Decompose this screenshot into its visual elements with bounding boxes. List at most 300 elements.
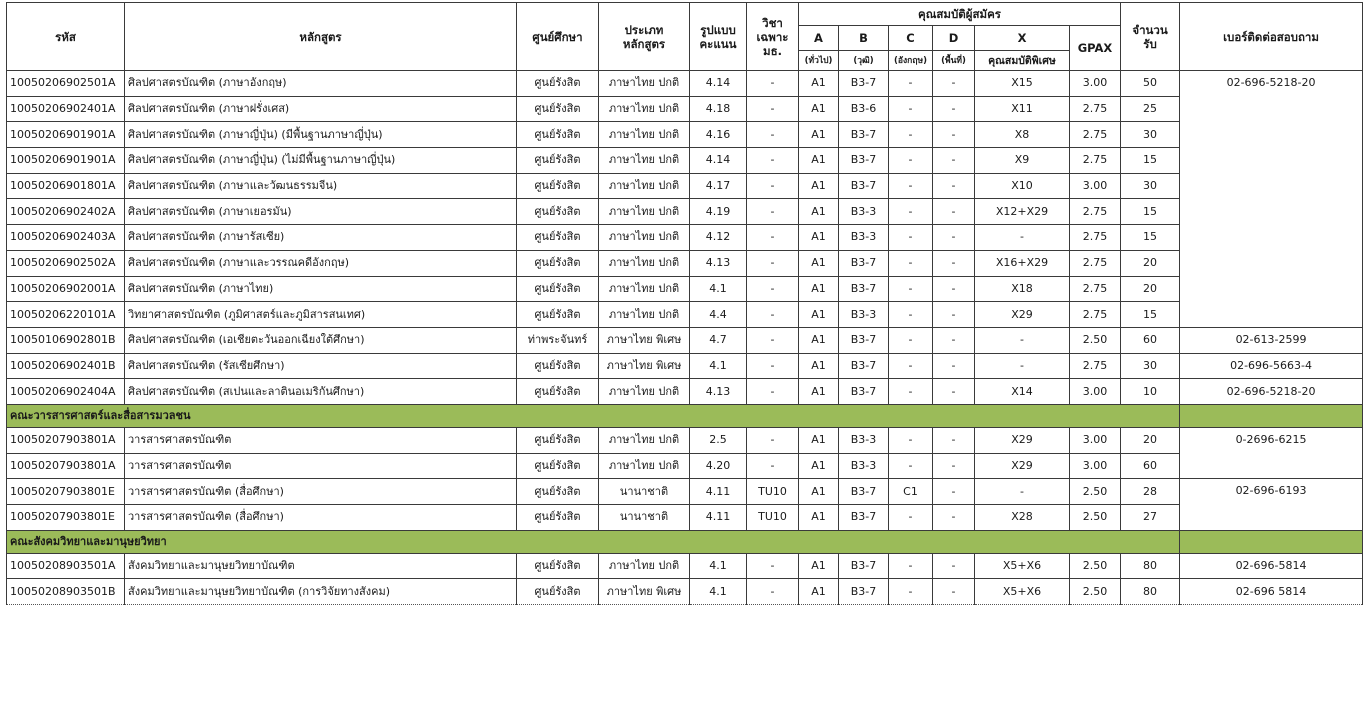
row-gpax: 2.75 <box>1070 122 1121 148</box>
row-seats: 20 <box>1121 427 1180 453</box>
header-sub-a: (ทั่วไป) <box>799 51 839 71</box>
row-score: 4.1 <box>690 579 747 605</box>
row-campus: ศูนย์รังสิต <box>517 553 599 579</box>
row-program: ศิลปศาสตรบัณฑิต (สเปนและลาตินอเมริกันศึกษา) <box>125 379 517 405</box>
row-type: ภาษาไทย พิเศษ <box>599 579 690 605</box>
row-qual-c: - <box>889 453 933 479</box>
row-program: ศิลปศาสตรบัณฑิต (ภาษาไทย) <box>125 276 517 302</box>
row-type: ภาษาไทย ปกติ <box>599 199 690 225</box>
header-gpax: GPAX <box>1070 26 1121 71</box>
section-blank-cell <box>1180 404 1363 427</box>
row-score: 4.20 <box>690 453 747 479</box>
row-program: สังคมวิทยาและมานุษยวิทยาบัณฑิต (การวิจัยทางสังคม) <box>125 579 517 605</box>
row-qual-b: B3-7 <box>839 276 889 302</box>
row-qual-c: - <box>889 225 933 251</box>
row-score: 4.14 <box>690 71 747 97</box>
row-qual-a: A1 <box>799 353 839 379</box>
header-sub-c: (อังกฤษ) <box>889 51 933 71</box>
row-gpax: 3.00 <box>1070 71 1121 97</box>
row-qual-d: - <box>933 353 975 379</box>
row-code: 10050206902501A <box>7 71 125 97</box>
row-type: ภาษาไทย ปกติ <box>599 225 690 251</box>
row-qual-b: B3-7 <box>839 122 889 148</box>
row-special: - <box>747 199 799 225</box>
table-row <box>7 427 1363 453</box>
header-sub-b: (วุฒิ) <box>839 51 889 71</box>
row-qual-x: X29 <box>975 427 1070 453</box>
row-gpax: 3.00 <box>1070 453 1121 479</box>
row-contact: 02-696-5814 <box>1180 553 1363 579</box>
row-qual-a: A1 <box>799 379 839 405</box>
table-row <box>7 148 1363 174</box>
row-special: - <box>747 148 799 174</box>
row-gpax: 2.50 <box>1070 327 1121 353</box>
row-gpax: 2.75 <box>1070 199 1121 225</box>
row-program: ศิลปศาสตรบัณฑิต (ภาษารัสเซีย) <box>125 225 517 251</box>
row-type: ภาษาไทย ปกติ <box>599 379 690 405</box>
row-qual-x: - <box>975 353 1070 379</box>
row-special: - <box>747 250 799 276</box>
row-qual-a: A1 <box>799 199 839 225</box>
row-special: - <box>747 327 799 353</box>
row-code: 10050207903801A <box>7 453 125 479</box>
row-special: - <box>747 427 799 453</box>
row-type: ภาษาไทย ปกติ <box>599 148 690 174</box>
row-qual-c: - <box>889 553 933 579</box>
row-program: ศิลปศาสตรบัณฑิต (ภาษาเยอรมัน) <box>125 199 517 225</box>
row-qual-c: - <box>889 96 933 122</box>
row-special: - <box>747 276 799 302</box>
row-seats: 28 <box>1121 479 1180 505</box>
row-score: 4.7 <box>690 327 747 353</box>
row-seats: 30 <box>1121 353 1180 379</box>
row-special: - <box>747 379 799 405</box>
row-qual-c: - <box>889 199 933 225</box>
header-program-type: ประเภท หลักสูตร <box>599 3 690 71</box>
header-seats: จำนวน รับ <box>1121 3 1180 71</box>
row-type: ภาษาไทย ปกติ <box>599 71 690 97</box>
row-qual-b: B3-7 <box>839 579 889 605</box>
row-qual-b: B3-7 <box>839 71 889 97</box>
row-qual-d: - <box>933 122 975 148</box>
header-qualifications: คุณสมบัติผู้สมัคร <box>799 3 1121 26</box>
row-qual-d: - <box>933 302 975 328</box>
group-contact: 0-2696-6215 <box>1180 427 1363 478</box>
row-qual-b: B3-7 <box>839 250 889 276</box>
row-contact: 02-696 5814 <box>1180 579 1363 605</box>
row-qual-b: B3-3 <box>839 302 889 328</box>
row-qual-b: B3-7 <box>839 353 889 379</box>
row-gpax: 2.75 <box>1070 250 1121 276</box>
row-campus: ศูนย์รังสิต <box>517 148 599 174</box>
row-campus: ศูนย์รังสิต <box>517 122 599 148</box>
header-contact: เบอร์ติดต่อสอบถาม <box>1180 3 1363 71</box>
row-type: ภาษาไทย พิเศษ <box>599 327 690 353</box>
row-gpax: 2.75 <box>1070 353 1121 379</box>
row-code: 10050206901801A <box>7 173 125 199</box>
row-score: 4.1 <box>690 553 747 579</box>
row-qual-d: - <box>933 327 975 353</box>
row-code: 10050207903801E <box>7 479 125 505</box>
row-campus: ศูนย์รังสิต <box>517 302 599 328</box>
header-campus: ศูนย์ศึกษา <box>517 3 599 71</box>
row-qual-b: B3-7 <box>839 148 889 174</box>
row-qual-x: X29 <box>975 453 1070 479</box>
row-special: - <box>747 96 799 122</box>
row-gpax: 2.75 <box>1070 225 1121 251</box>
table-row <box>7 250 1363 276</box>
row-type: นานาชาติ <box>599 479 690 505</box>
row-program: ศิลปศาสตรบัณฑิต (ภาษาและวัฒนธรรมจีน) <box>125 173 517 199</box>
row-qual-d: - <box>933 71 975 97</box>
row-qual-b: B3-7 <box>839 505 889 531</box>
table-row <box>7 505 1363 531</box>
row-special: - <box>747 302 799 328</box>
table-row <box>7 173 1363 199</box>
row-qual-x: X29 <box>975 302 1070 328</box>
row-gpax: 3.00 <box>1070 173 1121 199</box>
row-qual-d: - <box>933 276 975 302</box>
header-sub-x: คุณสมบัติพิเศษ <box>975 51 1070 71</box>
row-score: 4.11 <box>690 505 747 531</box>
row-type: นานาชาติ <box>599 505 690 531</box>
row-qual-d: - <box>933 96 975 122</box>
table-row <box>7 553 1363 579</box>
row-seats: 50 <box>1121 71 1180 97</box>
row-seats: 30 <box>1121 173 1180 199</box>
row-score: 4.13 <box>690 379 747 405</box>
row-qual-d: - <box>933 553 975 579</box>
row-qual-a: A1 <box>799 276 839 302</box>
row-seats: 27 <box>1121 505 1180 531</box>
row-qual-c: - <box>889 276 933 302</box>
row-contact: 02-696-5218-20 <box>1180 379 1363 405</box>
row-qual-x: - <box>975 225 1070 251</box>
row-type: ภาษาไทย ปกติ <box>599 302 690 328</box>
row-qual-x: X18 <box>975 276 1070 302</box>
row-code: 10050206901901A <box>7 122 125 148</box>
row-code: 10050106902801B <box>7 327 125 353</box>
row-qual-a: A1 <box>799 479 839 505</box>
row-seats: 20 <box>1121 276 1180 302</box>
row-campus: ศูนย์รังสิต <box>517 379 599 405</box>
row-score: 4.19 <box>690 199 747 225</box>
row-type: ภาษาไทย ปกติ <box>599 122 690 148</box>
row-qual-b: B3-3 <box>839 225 889 251</box>
row-qual-a: A1 <box>799 250 839 276</box>
row-score: 4.16 <box>690 122 747 148</box>
table-row <box>7 122 1363 148</box>
row-qual-b: B3-7 <box>839 327 889 353</box>
row-qual-d: - <box>933 225 975 251</box>
row-qual-c: - <box>889 302 933 328</box>
row-program: วารสารศาสตรบัณฑิต (สื่อศึกษา) <box>125 479 517 505</box>
row-code: 10050208903501A <box>7 553 125 579</box>
row-seats: 60 <box>1121 327 1180 353</box>
table-row <box>7 276 1363 302</box>
header-col-a: A <box>799 26 839 51</box>
row-special: - <box>747 553 799 579</box>
row-program: ศิลปศาสตรบัณฑิต (ภาษาและวรรณคดีอังกฤษ) <box>125 250 517 276</box>
row-qual-b: B3-7 <box>839 379 889 405</box>
faculty-section-title: คณะวารสารศาสตร์และสื่อสารมวลชน <box>7 404 1180 427</box>
row-qual-x: - <box>975 327 1070 353</box>
row-gpax: 2.75 <box>1070 148 1121 174</box>
row-campus: ศูนย์รังสิต <box>517 453 599 479</box>
row-seats: 15 <box>1121 148 1180 174</box>
table-row <box>7 327 1363 353</box>
header-col-b: B <box>839 26 889 51</box>
row-gpax: 3.00 <box>1070 379 1121 405</box>
row-code: 10050206220101A <box>7 302 125 328</box>
row-code: 10050206902401A <box>7 96 125 122</box>
row-program: สังคมวิทยาและมานุษยวิทยาบัณฑิต <box>125 553 517 579</box>
row-qual-x: X28 <box>975 505 1070 531</box>
header-col-x: X <box>975 26 1070 51</box>
row-qual-c: - <box>889 353 933 379</box>
row-qual-b: B3-7 <box>839 553 889 579</box>
table-row <box>7 71 1363 97</box>
row-code: 10050206902401B <box>7 353 125 379</box>
row-qual-c: - <box>889 250 933 276</box>
row-qual-b: B3-7 <box>839 173 889 199</box>
row-program: ศิลปศาสตรบัณฑิต (เอเชียตะวันออกเฉียงใต้ศึกษา) <box>125 327 517 353</box>
table-body <box>7 71 1363 605</box>
row-seats: 15 <box>1121 225 1180 251</box>
row-qual-a: A1 <box>799 453 839 479</box>
table-row <box>7 302 1363 328</box>
row-qual-d: - <box>933 148 975 174</box>
header-col-c: C <box>889 26 933 51</box>
row-gpax: 2.50 <box>1070 505 1121 531</box>
row-special: - <box>747 225 799 251</box>
row-code: 10050207903801E <box>7 505 125 531</box>
row-qual-a: A1 <box>799 327 839 353</box>
row-qual-d: - <box>933 427 975 453</box>
row-qual-a: A1 <box>799 505 839 531</box>
row-type: ภาษาไทย ปกติ <box>599 553 690 579</box>
row-code: 10050208903501B <box>7 579 125 605</box>
group-contact: 02-696-5218-20 <box>1180 71 1363 328</box>
row-type: ภาษาไทย พิเศษ <box>599 353 690 379</box>
row-qual-c: - <box>889 122 933 148</box>
row-code: 10050206902001A <box>7 276 125 302</box>
row-score: 4.1 <box>690 276 747 302</box>
row-type: ภาษาไทย ปกติ <box>599 250 690 276</box>
row-seats: 60 <box>1121 453 1180 479</box>
row-qual-d: - <box>933 579 975 605</box>
row-campus: ศูนย์รังสิต <box>517 199 599 225</box>
faculty-section-row <box>7 530 1363 553</box>
row-qual-x: X11 <box>975 96 1070 122</box>
row-type: ภาษาไทย ปกติ <box>599 453 690 479</box>
row-special: - <box>747 579 799 605</box>
row-qual-x: - <box>975 479 1070 505</box>
row-program: วารสารศาสตรบัณฑิต <box>125 427 517 453</box>
table-row <box>7 579 1363 605</box>
row-qual-a: A1 <box>799 148 839 174</box>
row-type: ภาษาไทย ปกติ <box>599 173 690 199</box>
table-row <box>7 479 1363 505</box>
row-campus: ศูนย์รังสิต <box>517 225 599 251</box>
header-score-format: รูปแบบ คะแนน <box>690 3 747 71</box>
row-qual-d: - <box>933 250 975 276</box>
row-seats: 10 <box>1121 379 1180 405</box>
row-type: ภาษาไทย ปกติ <box>599 427 690 453</box>
row-contact: 02-696-5663-4 <box>1180 353 1363 379</box>
row-qual-x: X15 <box>975 71 1070 97</box>
row-program: วิทยาศาสตรบัณฑิต (ภูมิศาสตร์และภูมิสารสนเทศ) <box>125 302 517 328</box>
header-program: หลักสูตร <box>125 3 517 71</box>
row-campus: ศูนย์รังสิต <box>517 427 599 453</box>
table-row <box>7 225 1363 251</box>
row-qual-a: A1 <box>799 173 839 199</box>
row-qual-a: A1 <box>799 96 839 122</box>
row-seats: 80 <box>1121 579 1180 605</box>
row-gpax: 2.50 <box>1070 579 1121 605</box>
row-qual-a: A1 <box>799 553 839 579</box>
row-special: - <box>747 122 799 148</box>
row-code: 10050206902402A <box>7 199 125 225</box>
group-contact: 02-696-6193 <box>1180 479 1363 530</box>
row-campus: ศูนย์รังสิต <box>517 505 599 531</box>
row-score: 4.17 <box>690 173 747 199</box>
row-qual-b: B3-3 <box>839 427 889 453</box>
table-row <box>7 96 1363 122</box>
row-qual-x: X9 <box>975 148 1070 174</box>
row-score: 4.4 <box>690 302 747 328</box>
row-score: 4.12 <box>690 225 747 251</box>
row-type: ภาษาไทย ปกติ <box>599 96 690 122</box>
row-qual-x: X10 <box>975 173 1070 199</box>
row-qual-x: X5+X6 <box>975 579 1070 605</box>
row-qual-a: A1 <box>799 579 839 605</box>
row-gpax: 2.50 <box>1070 553 1121 579</box>
row-qual-a: A1 <box>799 302 839 328</box>
row-qual-c: - <box>889 579 933 605</box>
row-qual-a: A1 <box>799 71 839 97</box>
row-campus: ศูนย์รังสิต <box>517 276 599 302</box>
row-special: TU10 <box>747 479 799 505</box>
section-blank-cell <box>1180 530 1363 553</box>
row-special: TU10 <box>747 505 799 531</box>
faculty-section-title: คณะสังคมวิทยาและมานุษยวิทยา <box>7 530 1180 553</box>
row-program: ศิลปศาสตรบัณฑิต (รัสเซียศึกษา) <box>125 353 517 379</box>
row-campus: ศูนย์รังสิต <box>517 71 599 97</box>
row-program: ศิลปศาสตรบัณฑิต (ภาษาญี่ปุ่น) (มีพื้นฐานภาษาญี่ปุ่น) <box>125 122 517 148</box>
row-score: 4.13 <box>690 250 747 276</box>
row-seats: 15 <box>1121 199 1180 225</box>
row-qual-c: - <box>889 427 933 453</box>
row-qual-b: B3-3 <box>839 199 889 225</box>
row-qual-d: - <box>933 453 975 479</box>
row-seats: 30 <box>1121 122 1180 148</box>
row-gpax: 2.75 <box>1070 96 1121 122</box>
row-qual-d: - <box>933 479 975 505</box>
row-qual-d: - <box>933 173 975 199</box>
row-seats: 15 <box>1121 302 1180 328</box>
row-qual-c: C1 <box>889 479 933 505</box>
row-contact: 02-613-2599 <box>1180 327 1363 353</box>
row-qual-b: B3-7 <box>839 479 889 505</box>
row-qual-x: X16+X29 <box>975 250 1070 276</box>
row-campus: ศูนย์รังสิต <box>517 173 599 199</box>
row-program: วารสารศาสตรบัณฑิต (สื่อศึกษา) <box>125 505 517 531</box>
row-qual-c: - <box>889 327 933 353</box>
row-qual-c: - <box>889 148 933 174</box>
table-row <box>7 453 1363 479</box>
row-campus: ศูนย์รังสิต <box>517 579 599 605</box>
row-type: ภาษาไทย ปกติ <box>599 276 690 302</box>
row-seats: 80 <box>1121 553 1180 579</box>
admission-table <box>6 2 1363 605</box>
header-col-d: D <box>933 26 975 51</box>
row-seats: 20 <box>1121 250 1180 276</box>
row-qual-b: B3-6 <box>839 96 889 122</box>
row-qual-d: - <box>933 505 975 531</box>
row-special: - <box>747 71 799 97</box>
row-qual-a: A1 <box>799 225 839 251</box>
row-qual-d: - <box>933 199 975 225</box>
row-score: 4.14 <box>690 148 747 174</box>
row-program: ศิลปศาสตรบัณฑิต (ภาษาฝรั่งเศส) <box>125 96 517 122</box>
row-score: 4.11 <box>690 479 747 505</box>
row-qual-c: - <box>889 71 933 97</box>
row-campus: ศูนย์รังสิต <box>517 479 599 505</box>
row-campus: ศูนย์รังสิต <box>517 96 599 122</box>
row-program: วารสารศาสตรบัณฑิต <box>125 453 517 479</box>
row-score: 4.1 <box>690 353 747 379</box>
row-qual-c: - <box>889 505 933 531</box>
header-special-subject: วิชา เฉพาะ มธ. <box>747 3 799 71</box>
row-campus: ท่าพระจันทร์ <box>517 327 599 353</box>
row-campus: ศูนย์รังสิต <box>517 250 599 276</box>
row-campus: ศูนย์รังสิต <box>517 353 599 379</box>
table-header <box>7 3 1363 71</box>
row-gpax: 3.00 <box>1070 427 1121 453</box>
row-special: - <box>747 173 799 199</box>
row-qual-c: - <box>889 379 933 405</box>
row-program: ศิลปศาสตรบัณฑิต (ภาษาญี่ปุ่น) (ไม่มีพื้นฐานภาษาญี่ปุ่น) <box>125 148 517 174</box>
row-qual-x: X14 <box>975 379 1070 405</box>
row-gpax: 2.75 <box>1070 276 1121 302</box>
row-code: 10050207903801A <box>7 427 125 453</box>
row-program: ศิลปศาสตรบัณฑิต (ภาษาอังกฤษ) <box>125 71 517 97</box>
row-code: 10050206902404A <box>7 379 125 405</box>
row-code: 10050206901901A <box>7 148 125 174</box>
row-qual-x: X8 <box>975 122 1070 148</box>
row-qual-b: B3-3 <box>839 453 889 479</box>
row-seats: 25 <box>1121 96 1180 122</box>
row-qual-a: A1 <box>799 427 839 453</box>
table-row <box>7 353 1363 379</box>
row-special: - <box>747 353 799 379</box>
row-code: 10050206902403A <box>7 225 125 251</box>
row-qual-c: - <box>889 173 933 199</box>
row-score: 4.18 <box>690 96 747 122</box>
faculty-section-row <box>7 404 1363 427</box>
row-code: 10050206902502A <box>7 250 125 276</box>
row-qual-x: X12+X29 <box>975 199 1070 225</box>
row-qual-d: - <box>933 379 975 405</box>
header-code: รหัส <box>7 3 125 71</box>
table-row <box>7 199 1363 225</box>
row-qual-x: X5+X6 <box>975 553 1070 579</box>
row-gpax: 2.75 <box>1070 302 1121 328</box>
table-row <box>7 379 1363 405</box>
row-qual-a: A1 <box>799 122 839 148</box>
row-gpax: 2.50 <box>1070 479 1121 505</box>
